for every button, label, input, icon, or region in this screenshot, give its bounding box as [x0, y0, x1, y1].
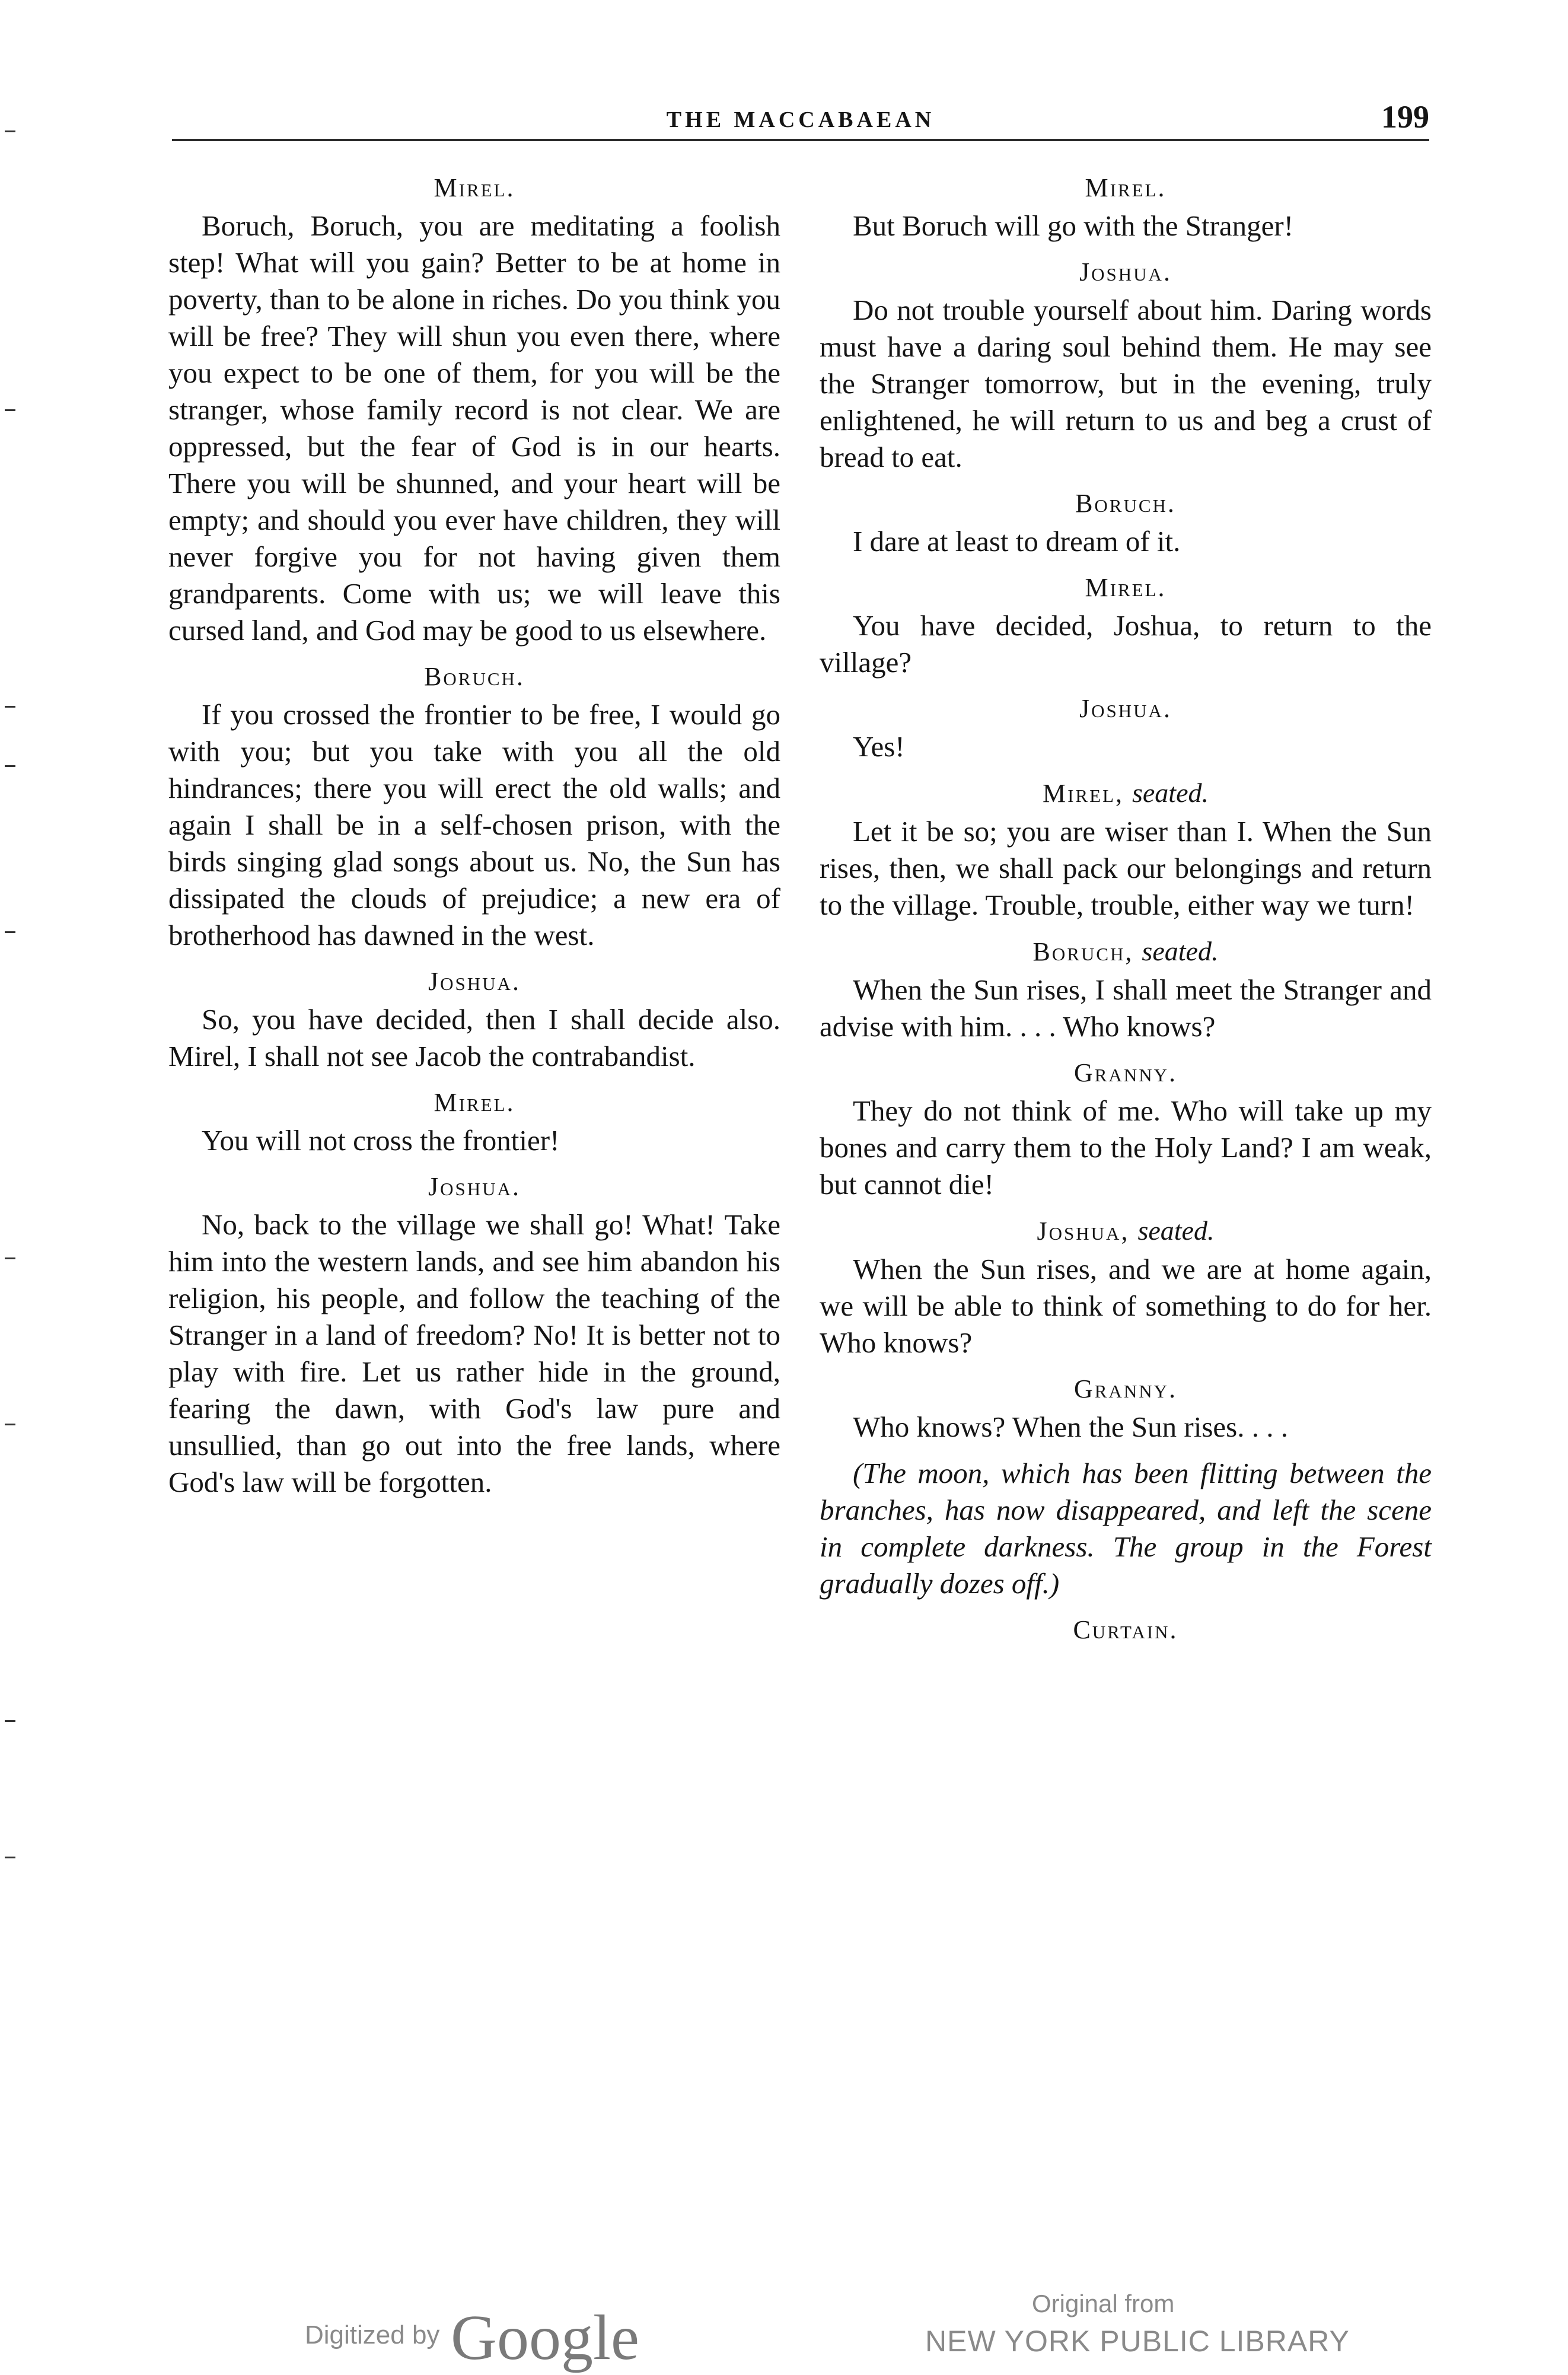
right-column [820, 166, 1432, 1648]
dialogue-text: No, back to the village we shall go! What! Take him into the western lands, and see him abandon his religion, his people, and follow the teaching of the Stranger in a land of freedom? No! It is better not to play with fire. Let us rather hide in the ground, fearing the dawn, with God's law pure and unsullied, than go out into the free lands, where God's law will be forgotten. [168, 1208, 780, 1498]
dialogue-text: They do not think of me. Who will take up my bones and carry them to the Holy Land? I am weak, but cannot die! [820, 1094, 1432, 1201]
speaker-name: Mirel. [1085, 173, 1167, 202]
original-from-label: Original from [1032, 2290, 1175, 2317]
dialogue-text: Yes! [853, 730, 905, 763]
dialogue-text: When the Sun rises, I shall meet the Stranger and advise with him. . . . Who knows? [820, 973, 1432, 1043]
stage-direction-inline: seated. [1137, 1215, 1215, 1246]
stage-direction-inline: seated. [1132, 778, 1209, 808]
speaker-name: Joshua. [1079, 257, 1172, 286]
speaker-name: Granny. [1073, 1374, 1177, 1403]
digitization-footer [0, 2290, 1568, 2373]
dialogue-text: If you crossed the frontier to be free, I would go with you; but you take with you all the old hindrances; there you will erect the old walls; and again I shall be in a self-chosen prison, with the birds singing glad songs about us. No, the Sun has dissipated the clouds of prejudice; a new era of brotherhood has dawned in the west. [168, 698, 780, 951]
dialogue-text: So, you have decided, then I shall decide also. Mirel, I shall not see Jacob the contrabandist. [168, 1003, 780, 1072]
speaker-name: Mirel. [1085, 573, 1167, 602]
dialogue-text: When the Sun rises, and we are at home again, we will be able to think of something to do for her. Who knows? [820, 1253, 1432, 1359]
speaker-name: Joshua. [428, 1172, 521, 1201]
dialogue-text: You have decided, Joshua, to return to the village? [820, 609, 1432, 679]
dialogue-text: Let it be so; you are wiser than I. When the Sun rises, then, we shall pack our belongings and return to the village. Trouble, trouble, either way we turn! [820, 815, 1432, 921]
header-rule [172, 139, 1429, 141]
speaker-heading [820, 775, 1432, 812]
dialogue-text: Who knows? When the Sun rises. . . . [853, 1411, 1288, 1443]
left-column [168, 166, 780, 1510]
speaker-name: Mirel. [434, 173, 515, 202]
page-number: 199 [1381, 99, 1429, 135]
speaker-heading [820, 1212, 1432, 1250]
dialogue-text: Boruch, Boruch, you are meditating a foolish step! What will you gain? Better to be at home in poverty, than to be alone in riches. Do you think you will be free? They will shun you even there, where you expect to be one of them, for you will be the stranger, whose family record is not clear. We are oppressed, but the fear of God is in our hearts. There you will be shunned, and your heart will be empty; and should you ever have children, they will never forgive you for not having given them grandparents. Come with us; we will leave this cursed land, and God may be good to us elsewhere. [168, 209, 780, 647]
dialogue-text: I dare at least to dream of it. [853, 525, 1181, 558]
page-header [172, 99, 1429, 142]
google-logo: Google [451, 2303, 639, 2373]
library-name: NEW YORK PUBLIC LIBRARY [925, 2325, 1350, 2358]
speaker-name: Boruch. [424, 662, 525, 691]
digitized-by-label: Digitized by [305, 2320, 440, 2349]
stage-direction-inline: seated. [1142, 936, 1219, 966]
speaker-name: Joshua, [1037, 1217, 1130, 1246]
stage-direction: (The moon, which has been flitting between the branches, has now disappeared, and left the scene in complete darkness. The group in the Forest gradually dozes off.) [820, 1457, 1432, 1600]
speaker-name: Mirel, [1042, 779, 1124, 808]
speaker-name: Boruch, [1032, 937, 1134, 966]
speaker-name: Mirel. [434, 1088, 515, 1117]
speaker-name: Joshua. [1079, 694, 1172, 723]
dialogue-text: You will not cross the frontier! [202, 1124, 560, 1157]
speaker-name: Granny. [1073, 1058, 1177, 1087]
speaker-heading [820, 933, 1432, 970]
dialogue-text: But Boruch will go with the Stranger! [853, 209, 1294, 242]
dialogue-text: Do not trouble yourself about him. Daring words must have a daring soul behind them. He may see the Stranger tomorrow, but in the evening, truly enlightened, he will return to us and beg a crust of bread to eat. [820, 294, 1432, 473]
speaker-name: Joshua. [428, 967, 521, 996]
curtain-label: Curtain. [1073, 1615, 1178, 1644]
speaker-name: Boruch. [1075, 489, 1176, 518]
margin-scan-marks [0, 0, 24, 2373]
running-title: THE MACCABAEAN [666, 107, 935, 132]
